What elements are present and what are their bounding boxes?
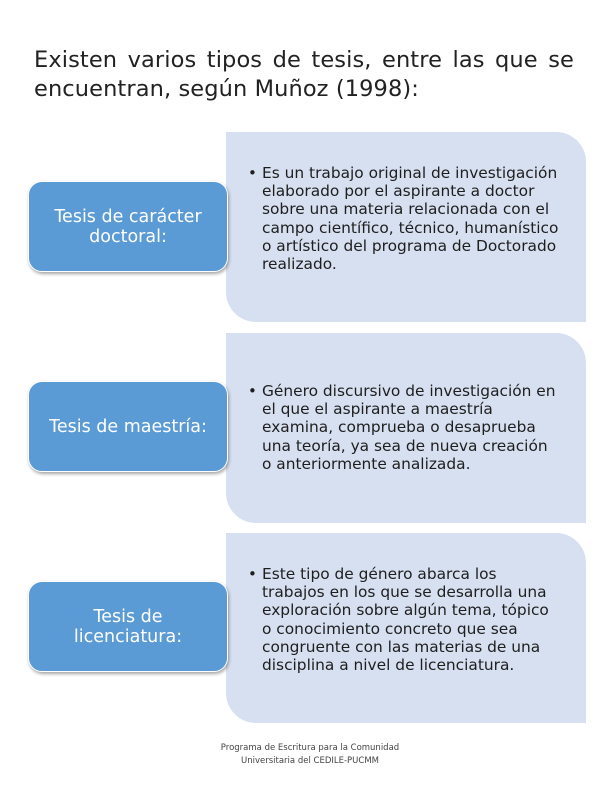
label-maestria: Tesis de maestría: — [28, 381, 228, 472]
description-panel-maestria — [226, 333, 586, 523]
description-doctoral: • Es un trabajo original de investigación elaborado por el aspirante a doctor sobre una materia relacionada con el campo científico, técnico, humanístico o artístico del programa de Doctorado realizado. — [248, 164, 560, 273]
label-doctoral: Tesis de carácter doctoral: — [28, 181, 228, 272]
description-panel-doctoral — [226, 132, 586, 322]
description-licenciatura: • Este tipo de género abarca los trabajos en los que se desarrolla una exploración sobre algún tema, tópico o conocimiento concreto que sea congruente con las materias de una disciplina a nivel de licenciatura. — [248, 565, 560, 674]
footer — [200, 742, 420, 768]
footer-line-1: Programa de Escritura para la Comunidad — [220, 743, 400, 753]
footer-line-2: Universitaria del CEDILE-PUCMM — [241, 756, 379, 766]
page-title: Existen varios tipos de tesis, entre las que se encuentran, según Muñoz (1998): — [34, 47, 574, 102]
label-licenciatura: Tesis de licenciatura: — [28, 581, 228, 672]
description-panel-licenciatura — [226, 533, 586, 723]
description-maestria: • Género discursivo de investigación en el que el aspirante a maestría examina, comprueba o desaprueba una teoría, ya sea de nueva creación o anteriormente analizada. — [248, 382, 560, 473]
